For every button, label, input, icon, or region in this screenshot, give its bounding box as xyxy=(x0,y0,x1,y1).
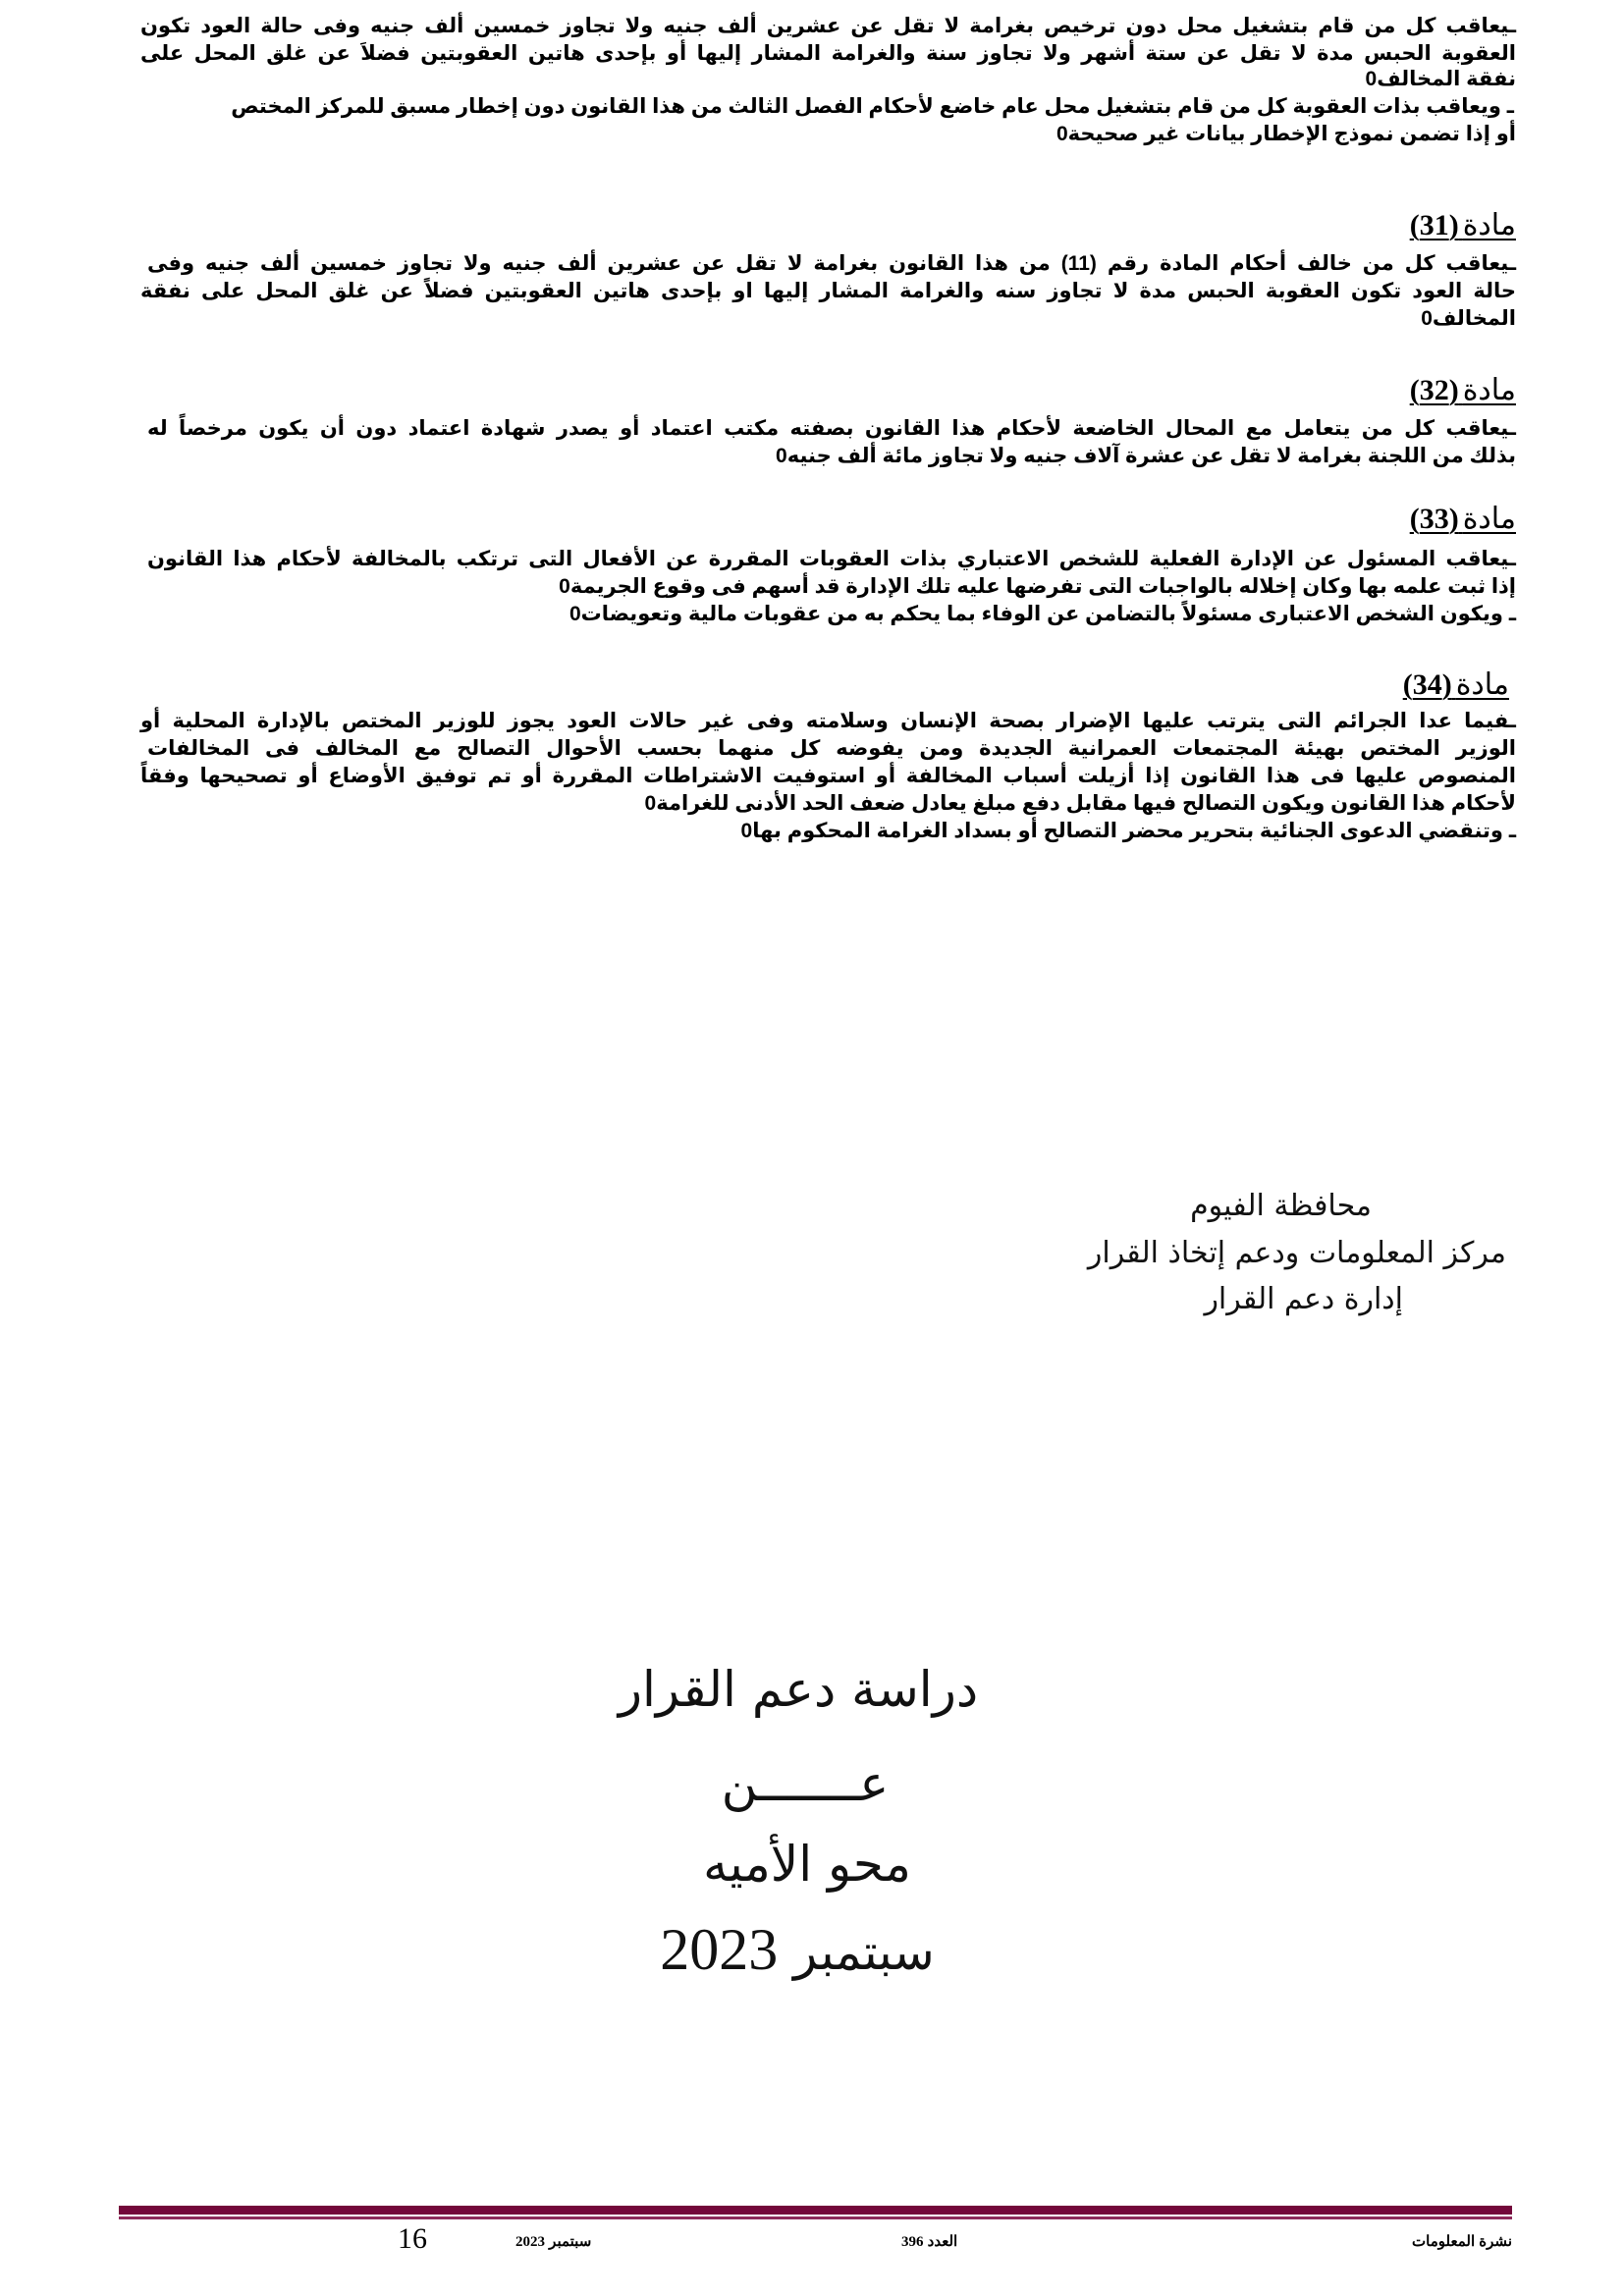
study-month: سبتمبر xyxy=(793,1924,935,1981)
body-line: ـيعاقب كل من قام بتشغيل محل دون ترخيص بغرامة لا تقل عن عشرين ألف جنيه ولا تجاوز خمسين ألف جنيه وفى حالة العود تكون xyxy=(140,15,1516,37)
body-line: نفقة المخالف0 xyxy=(1365,68,1516,90)
article-number: (33) xyxy=(1409,503,1459,535)
body-line: العقوبة الحبس مدة لا تقل عن ستة أشهر ولا تجاوز سنة والغرامة المشار إليها أو بإحدى هاتين العقوبتين فضلاَ عن غلق المحل على xyxy=(140,42,1516,65)
article-heading-32 xyxy=(1410,373,1516,413)
org-department: إدارة دعم القرار xyxy=(1204,1282,1403,1316)
article-number: (31) xyxy=(1409,209,1459,241)
study-title-line2: عـــــــن xyxy=(721,1755,890,1812)
study-date xyxy=(0,1912,1609,1990)
body-line: ـ ويعاقب بذات العقوبة كل من قام بتشغيل محل عام خاضع لأحكام الفصل الثالث من هذا القانون دون إخطار مسبق للمركز المختص xyxy=(231,95,1514,118)
body-line: الوزير المختص بهيئة المجتمعات العمرانية الجديدة ومن يفوضه كل منهما بحسب الأحوال التصالح مع المخالف فى المخالفات xyxy=(147,737,1516,760)
body-line: حالة العود تكون العقوبة الحبس مدة لا تجاوز سنه والغرامة المشار إليها او بإحدى هاتين العقوبتين فضلاً عن غلق المحل على نفقة xyxy=(140,280,1516,302)
footer-year: 2023 xyxy=(515,2234,545,2250)
body-line: المخالف0 xyxy=(1421,307,1516,330)
body-line: ـيعاقب المسئول عن الإدارة الفعلية للشخص الاعتباري بذات العقوبات المقررة عن الأفعال التى ترتكب بالمخالفة لأحكام هذا القانون xyxy=(147,548,1516,570)
article-heading-34 xyxy=(1403,667,1509,708)
footer-rule-thick xyxy=(119,2206,1512,2215)
footer-issue-label: العدد xyxy=(927,2233,958,2250)
article-word: مادة xyxy=(1462,208,1516,242)
footer-issue-number: 396 xyxy=(901,2234,924,2250)
footer-issue xyxy=(901,2232,957,2252)
article-number: (32) xyxy=(1409,374,1459,406)
article-number: (34) xyxy=(1402,668,1452,701)
body-line: إذا ثبت علمه بها وكان إخلاله بالواجبات التى تفرضها عليه تلك الإدارة قد أسهم فى وقوع الجريمة0 xyxy=(559,575,1516,598)
study-year: 2023 xyxy=(660,1917,779,1982)
body-line: بذلك من اللجنة بغرامة لا تقل عن عشرة آلاف جنيه ولا تجاوز مائة ألف جنيه0 xyxy=(776,445,1516,467)
body-line: ـ وتنقضي الدعوى الجنائية بتحرير محضر التصالح أو بسداد الغرامة المحكوم بها0 xyxy=(740,820,1516,842)
article-heading-33 xyxy=(1410,502,1516,542)
footer-date xyxy=(515,2232,591,2252)
body-line: المنصوص عليها فى هذا القانون إذا أزيلت أسباب المخالفة أو استوفيت الاشتراطات المقررة أو تم توفيق الأوضاع أو تصحيحها وفقاً xyxy=(140,765,1516,787)
footer-rule-thin xyxy=(119,2216,1512,2219)
article-word: مادة xyxy=(1455,667,1509,702)
body-line: ـيعاقب كل من خالف أحكام المادة رقم (11) من هذا القانون بغرامة لا تقل عن عشرين ألف جنيه ولا تجاوز خمسين ألف جنيه وفى xyxy=(147,252,1516,275)
study-title-line3: محو الأميه xyxy=(703,1836,911,1893)
article-word: مادة xyxy=(1462,373,1516,407)
study-title-line1: دراسة دعم القرار xyxy=(618,1661,979,1718)
org-governorate: محافظة الفيوم xyxy=(1190,1189,1372,1223)
org-center: مركز المعلومات ودعم إتخاذ القرار xyxy=(1087,1236,1506,1270)
article-heading-31 xyxy=(1410,208,1516,248)
body-line: لأحكام هذا القانون ويكون التصالح فيها مقابل دفع مبلغ يعادل ضعف الحد الأدنى للغرامة0 xyxy=(644,792,1516,815)
body-line: ـيعاقب كل من يتعامل مع المحال الخاضعة لأحكام هذا القانون بصفته مكتب اعتماد أو يصدر شهادة اعتماد دون أن يكون مرخصاً له xyxy=(147,417,1516,440)
body-line: أو إذا تضمن نموذج الإخطار بيانات غير صحيحة0 xyxy=(1056,123,1516,145)
body-line: ـ ويكون الشخص الاعتبارى مسئولاً بالتضامن عن الوفاء بما يحكم به من عقوبات مالية وتعويضات0 xyxy=(568,603,1516,625)
footer-month: سبتمبر xyxy=(549,2233,592,2250)
article-word: مادة xyxy=(1462,502,1516,536)
page-number: 16 xyxy=(398,2222,427,2255)
footer-publication: نشرة المعلومات xyxy=(1412,2233,1512,2250)
body-line: ـفيما عدا الجرائم التى يترتب عليها الإضرار بصحة الإنسان وسلامته وفى غير حالات العود يجوز للوزير المختص بالإدارة المحلية أو xyxy=(140,710,1516,732)
